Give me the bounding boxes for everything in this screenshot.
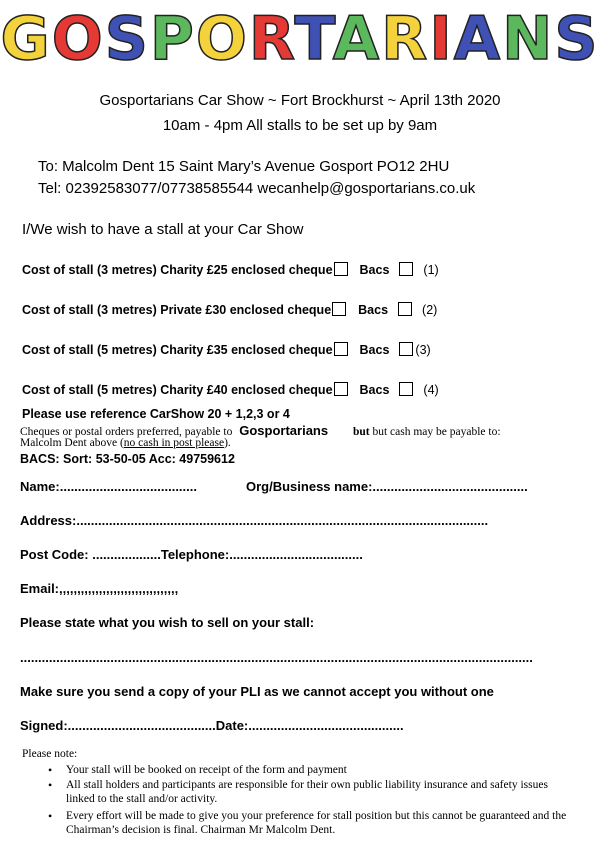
bacs-details: BACS: Sort: 53-50-05 Acc: 49759612 <box>20 452 235 466</box>
address-field[interactable]: Address:.................................................................................................................. <box>20 513 489 528</box>
stall-option-row <box>22 302 437 317</box>
contact-details: Tel: 02392583077/07738585544 wecanhelp@gosportarians.co.uk <box>38 180 476 197</box>
bacs-label: Bacs <box>359 383 390 397</box>
bacs-checkbox[interactable] <box>398 302 412 316</box>
note-item: All stall holders and participants are responsible for their own public liability insurance and safety issues linked to the stall and/or activity. <box>66 779 548 805</box>
stall-option-label: Cost of stall (3 metres) Charity £25 enclosed cheque <box>22 263 333 277</box>
logo-letter: O <box>195 4 249 74</box>
bacs-label: Bacs <box>359 263 390 277</box>
postcode-telephone-field[interactable]: Post Code: ...................Telephone:..................................... <box>20 547 363 562</box>
logo-letter: N <box>502 4 555 74</box>
logo-letter: P <box>149 4 196 74</box>
name-field[interactable]: Name:...................................... <box>20 479 197 494</box>
option-number: (3) <box>415 343 431 357</box>
gosportarians-logo <box>0 4 600 74</box>
logo-letter: G <box>0 4 52 74</box>
cheque-checkbox[interactable] <box>334 342 348 356</box>
cheque-checkbox[interactable] <box>334 262 348 276</box>
logo-letter: T <box>294 4 333 74</box>
cheque-cash-note: but cash may be payable to: <box>372 426 501 438</box>
bacs-checkbox[interactable] <box>399 262 413 276</box>
postal-address: To: Malcolm Dent 15 Saint Mary’s Avenue Gosport PO12 2HU <box>38 158 450 175</box>
logo-letter: R <box>381 4 430 74</box>
option-number: (4) <box>423 383 439 397</box>
stall-option-row <box>22 342 431 357</box>
option-number: (2) <box>422 303 438 317</box>
event-title: Gosportarians Car Show ~ Fort Brockhurst ~ April 13th 2020 <box>99 92 501 109</box>
logo-letter: A <box>453 4 503 74</box>
logo-letter: O <box>51 4 105 74</box>
bullet-icon: • <box>48 778 53 792</box>
stall-option-row <box>22 262 439 277</box>
cheque-instructions-2: Malcolm Dent above (no cash in post please). <box>20 437 231 449</box>
note-item: Every effort will be made to give you your preference for stall position but this cannot be guaranteed and the Chairman’s decision is final. Chairman Mr Malcolm Dent. <box>66 810 567 836</box>
logo-letter: I <box>429 4 454 74</box>
stall-option-label: Cost of stall (5 metres) Charity £35 enclosed cheque <box>22 343 333 357</box>
sell-items-field[interactable]: .............................................................................................................................................. <box>20 650 533 665</box>
stall-option-row <box>22 382 439 397</box>
option-number: (1) <box>423 263 439 277</box>
payment-reference: Please use reference CarShow 20 + 1,2,3 or 4 <box>22 407 290 421</box>
bacs-checkbox[interactable] <box>399 342 413 356</box>
notes-title: Please note: <box>22 748 78 760</box>
cheque-checkbox[interactable] <box>334 382 348 396</box>
bullet-icon: • <box>48 763 53 777</box>
bacs-label: Bacs <box>358 303 389 317</box>
form-intro: I/We wish to have a stall at your Car Show <box>22 221 304 238</box>
pli-warning: Make sure you send a copy of your PLI as we cannot accept you without one <box>20 684 494 699</box>
bacs-checkbox[interactable] <box>399 382 413 396</box>
signed-date-field[interactable]: Signed:.........................................Date:........................................... <box>20 718 404 733</box>
logo-letter: A <box>332 4 382 74</box>
event-times: 10am - 4pm All stalls to be set up by 9am <box>162 117 438 134</box>
logo-letter: S <box>554 4 600 74</box>
cheque-payee: Gosportarians <box>239 423 329 438</box>
org-business-field[interactable]: Org/Business name:........................................... <box>246 479 528 494</box>
stall-option-label: Cost of stall (5 metres) Charity £40 enclosed cheque <box>22 383 333 397</box>
cheque-instructions-1: Cheques or postal orders preferred, payable to Gosportarians but but cash may be payable to: <box>20 423 501 438</box>
logo-letter: S <box>104 4 150 74</box>
cheque-checkbox[interactable] <box>332 302 346 316</box>
bullet-icon: • <box>48 809 53 823</box>
sell-prompt: Please state what you wish to sell on your stall: <box>20 615 315 630</box>
email-field[interactable]: Email:,,,,,,,,,,,,,,,,,,,,,,,,,,,,,,,,, <box>20 581 179 596</box>
note-item: Your stall will be booked on receipt of the form and payment <box>66 764 347 776</box>
bacs-label: Bacs <box>359 343 390 357</box>
logo-letter: R <box>248 4 295 74</box>
stall-option-label: Cost of stall (3 metres) Private £30 enclosed cheque <box>22 303 332 317</box>
